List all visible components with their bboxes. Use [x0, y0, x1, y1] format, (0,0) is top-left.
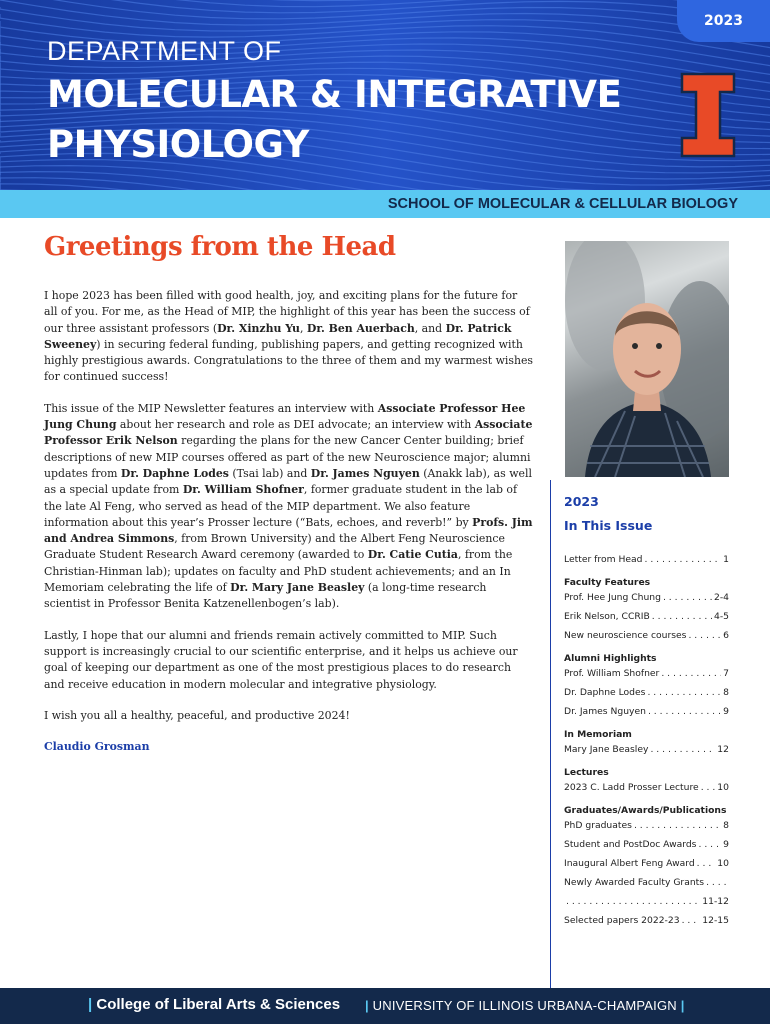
- toc-entry-label: 2023 C. Ladd Prosser Lecture: [564, 782, 699, 793]
- paragraph-3: Lastly, I hope that our alumni and friends remain actively committed to MIP. Such support is increasingly crucial to our scientific enterprise, and it helps us achieve our goal of keeping our department as one of the most prestigious places to do research and receive education in modern molecular and integrative physiology.: [44, 628, 518, 691]
- text-run: , from the Christian-Hinman lab); updates on faculty and PhD student achievements; and an In Memoriam celebrating the life of: [44, 548, 513, 595]
- toc-entry-label: Newly Awarded Faculty Grants: [564, 877, 705, 888]
- toc-entry-page: 9: [723, 706, 729, 717]
- article-body: [44, 288, 534, 770]
- toc-entry-page: 8: [723, 820, 729, 831]
- toc-entry[interactable]: [564, 630, 729, 649]
- toc-entry[interactable]: [564, 687, 729, 706]
- school-name: SCHOOL OF MOLECULAR & CELLULAR BIOLOGY: [387, 196, 738, 212]
- toc-entry-page: 11-12: [702, 896, 729, 907]
- toc-entry-label: PhD graduates: [564, 820, 632, 831]
- bold-name: Associate Professor Erik Nelson: [44, 418, 533, 448]
- toc-entry-label: New neuroscience courses: [564, 630, 687, 641]
- department-label: DEPARTMENT OF: [47, 36, 282, 66]
- text-run: ,: [299, 321, 307, 335]
- text-run: regarding the plans for the new Cancer Center building; brief descriptions of new MIP courses offered as part of the new Neuroscience major; alumni updates from: [44, 434, 531, 480]
- toc-entry-page: 7: [723, 668, 729, 679]
- footer-bar: [0, 988, 770, 1024]
- toc-leader-dots: [634, 820, 721, 831]
- university-name: [365, 998, 685, 1013]
- toc-entry-label: Prof. Hee Jung Chung: [564, 592, 661, 603]
- text-run: This issue of the MIP Newsletter features an interview with: [44, 401, 378, 415]
- toc-entry-label: Dr. Daphne Lodes: [564, 687, 646, 698]
- footer-divider: |: [365, 998, 369, 1013]
- toc-entry-label: Student and PostDoc Awards: [564, 839, 697, 850]
- toc-entry[interactable]: [564, 668, 729, 687]
- toc-entry[interactable]: [564, 820, 729, 839]
- text-run: about her research and role as DEI advocate; an interview with: [116, 418, 475, 432]
- bold-name: Dr. William Shofner: [182, 483, 304, 497]
- toc-leader-dots: [566, 896, 700, 907]
- toc-entry[interactable]: [564, 744, 729, 763]
- bold-name: Dr. James Nguyen: [310, 466, 420, 480]
- bold-name: Dr. Patrick Sweeney: [44, 321, 512, 351]
- toc-entry[interactable]: [564, 592, 729, 611]
- toc-leader-dots: [661, 668, 721, 679]
- toc-leader-dots: [648, 706, 721, 717]
- toc-leader-dots: [682, 915, 701, 926]
- block-i-logo: [680, 72, 736, 158]
- text-run: (a long-time research scientist in Professor Benita Katzenellenbogen’s lab).: [44, 581, 487, 611]
- bold-name: Associate Professor Hee Jung Chung: [44, 401, 526, 432]
- toc-entry-page: 12-15: [702, 915, 729, 926]
- toc-entry-page: 12: [717, 744, 729, 755]
- paragraph-1: [44, 288, 534, 386]
- toc-entry-page: 9: [723, 839, 729, 850]
- toc-entry-label: Erik Nelson, CCRIB: [564, 611, 650, 622]
- toc-entry-page: 6: [723, 630, 729, 641]
- toc-entry-page: 10: [717, 858, 729, 869]
- school-banner: [0, 190, 770, 218]
- text-run: , from Brown University) and the Albert Feng Neuroscience Graduate Student Research Award ceremony (awarded to: [44, 532, 505, 562]
- paragraph-4: I wish you all a healthy, peaceful, and productive 2024!: [44, 708, 350, 722]
- department-name-line-1: MOLECULAR & INTEGRATIVE: [47, 73, 622, 116]
- toc-entry[interactable]: [564, 858, 729, 877]
- university-label: UNIVERSITY OF ILLINOIS URBANA-CHAMPAIGN: [372, 998, 677, 1013]
- head-portrait-photo: [565, 241, 729, 477]
- toc-section-heading: Lectures: [564, 767, 609, 778]
- toc-entry[interactable]: [564, 877, 729, 896]
- toc-entry-label: Dr. James Nguyen: [564, 706, 646, 717]
- text-run: ) in securing federal funding, publishing papers, and getting recognized with highly prestigious awards. Congratulations to the three of them and my warmest wishes for continued success!: [44, 337, 534, 384]
- toc-section-heading: In Memoriam: [564, 729, 632, 740]
- toc-entry-label: Mary Jane Beasley: [564, 744, 649, 755]
- toc-entry[interactable]: [564, 896, 729, 915]
- toc-leader-dots: [701, 782, 716, 793]
- toc-entry[interactable]: [564, 782, 729, 801]
- toc-entry-page: 10: [717, 782, 729, 793]
- text-run: , and: [414, 321, 446, 335]
- sidebar-year: 2023: [564, 494, 599, 509]
- toc-leader-dots: [647, 687, 721, 698]
- toc-entry-label: Selected papers 2022-23: [564, 915, 680, 926]
- year-tab: 2023: [677, 0, 770, 42]
- text-run: , former graduate student in the lab of the late Al Feng, who served as head of the MIP department. We also feature information about this year’s Prosser lecture (“Bats, echoes, and reverb!” by: [44, 483, 517, 529]
- bold-name: Dr. Xinzhu Yu: [217, 321, 300, 335]
- toc-entry[interactable]: [564, 554, 729, 573]
- bold-name: Profs. Jim and Andrea Simmons: [44, 515, 533, 546]
- toc-entry[interactable]: [564, 706, 729, 725]
- toc-entry-page: 1: [723, 554, 729, 565]
- toc-leader-dots: [650, 744, 715, 755]
- signature: Claudio Grosman: [44, 740, 150, 754]
- toc-entry[interactable]: [564, 839, 729, 858]
- paragraph-2: [44, 401, 534, 613]
- toc-entry[interactable]: [564, 915, 729, 934]
- toc-leader-dots: [652, 611, 712, 622]
- masthead: [0, 0, 770, 190]
- toc-entry-label: Inaugural Albert Feng Award: [564, 858, 695, 869]
- toc-section-heading: Graduates/Awards/Publications: [564, 805, 727, 816]
- toc-leader-dots: [688, 630, 721, 641]
- in-this-issue-sidebar: [550, 480, 770, 988]
- bold-name: Dr. Daphne Lodes: [120, 466, 229, 480]
- toc-section-heading: Faculty Features: [564, 577, 651, 588]
- toc-entry-page: 8: [723, 687, 729, 698]
- toc-leader-dots: [645, 554, 722, 565]
- toc-entry-label: Prof. William Shofner: [564, 668, 660, 679]
- sidebar-title: In This Issue: [564, 518, 653, 533]
- text-run: (Tsai lab) and: [228, 466, 311, 480]
- article-title: Greetings from the Head: [44, 232, 396, 262]
- toc-entry-page: 4-5: [713, 611, 729, 622]
- footer-divider: |: [680, 998, 685, 1013]
- bold-name: Dr. Mary Jane Beasley: [230, 581, 365, 595]
- toc-leader-dots: [706, 877, 727, 888]
- bold-name: Dr. Ben Auerbach: [306, 321, 415, 335]
- toc-entry[interactable]: [564, 611, 729, 630]
- text-run: (Anakk lab), as well as a special update from: [44, 466, 532, 497]
- toc-leader-dots: [697, 858, 716, 869]
- college-name: [88, 996, 340, 1013]
- toc-section-heading: Alumni Highlights: [564, 653, 657, 664]
- toc-entry-label: Letter from Head: [564, 554, 643, 565]
- toc-leader-dots: [663, 592, 712, 603]
- footer-divider: |: [88, 996, 93, 1013]
- bold-name: Dr. Catie Cutia: [367, 548, 458, 562]
- text-run: I hope 2023 has been filled with good health, joy, and exciting plans for the future for all of you. For me, as the Head of MIP, the highlight of this year has been the success of our three assistant professors (: [44, 289, 530, 335]
- toc-entry-page: 2-4: [713, 592, 729, 603]
- department-name: [47, 70, 621, 170]
- portrait-illustration: [565, 241, 729, 477]
- table-of-contents: [564, 554, 729, 934]
- college-label: College of Liberal Arts & Sciences: [96, 996, 341, 1013]
- department-name-line-2: PHYSIOLOGY: [47, 123, 309, 166]
- toc-leader-dots: [698, 839, 721, 850]
